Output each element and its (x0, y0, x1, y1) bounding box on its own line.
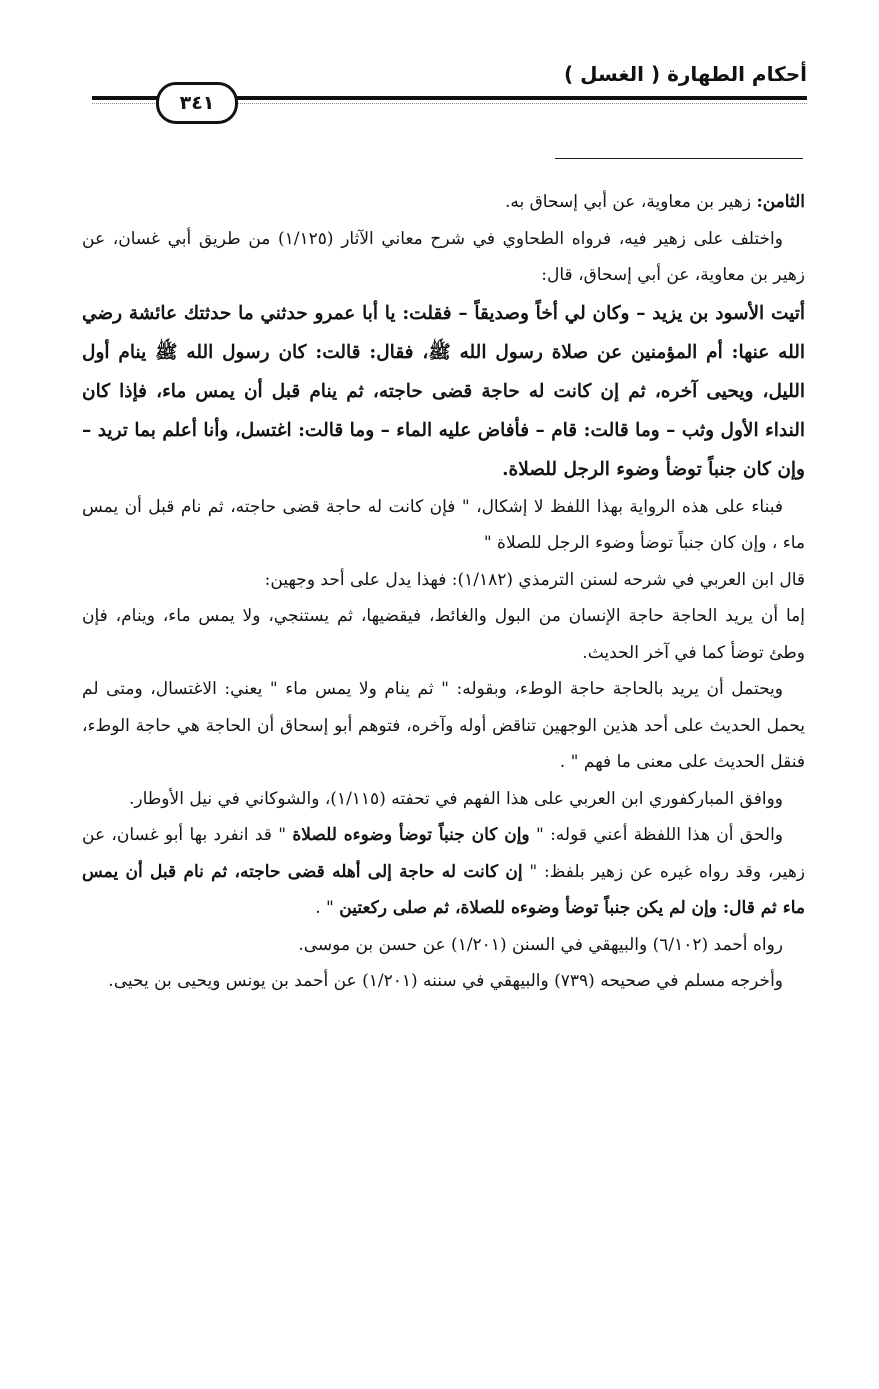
paragraph-narrator-eight (82, 184, 805, 221)
conclusion-part-a: والحق أن هذا اللفظة أعني قوله: " (529, 825, 783, 845)
paragraph-text: زهير بن معاوية، عن أبي إسحاق به. (504, 192, 757, 212)
paragraph-ibn-arabi: قال ابن العربي في شرحه لسنن الترمذي (١/١٨٢): فهذا يدل على أحد وجهين: (264, 569, 805, 590)
footnote-separator (555, 158, 803, 159)
paragraph-mubarakfuri: ووافق المباركفوري ابن العربي على هذا الفهم في تحفته (١/١١٥)، والشوكاني في نيل الأوطار. (128, 788, 783, 809)
conclusion-quote-b: إن كانت له حاجة إلى أهله قضى حاجته، ثم نام قبل أن يمس ماء ثم قال: وإن لم يكن جنباً توضأ وضوءه للصلاة، ثم صلى ركعتين (82, 861, 805, 918)
paragraph-muslim: وأخرجه مسلم في صحيحه (٧٣٩) والبيهقي في سننه (١/٢٠١) عن أحمد بن يونس ويحيى بن يحيى. (108, 971, 783, 991)
paragraph-first-view: إما أن يريد الحاجة حاجة الإنسان من البول والغائط، فيقضيها، ثم يستنجي، ولا يمس ماء، وينام، فإن وطئ توضأ كما في آخر الحديث. (82, 606, 805, 663)
running-header-title: أحكام الطهارة ( الغسل ) (564, 62, 807, 86)
page-body (82, 184, 805, 1000)
conclusion-quote-a: وإن كان جنباً توضأ وضوءه للصلاة (292, 825, 530, 845)
page-number: ٣٤١ (179, 92, 215, 114)
conclusion-part-e: " . (315, 898, 340, 918)
paragraph-second-view: ويحتمل أن يريد بالحاجة حاجة الوطء، وبقوله: " ثم ينام ولا يمس ماء " يعني: الاغتسال، ومتى لم يحمل الحديث على أحد هذين الوجهين تناقض أوله وآخره، فتوهم أبو إسحاق أن الحاجة هي حاجة الوطء، فنقل الحديث على معنى ما فهم " . (82, 679, 805, 772)
hadith-text: أتيت الأسود بن يزيد – وكان لي أخاً وصديقاً – فقلت: يا أبا عمرو حدثني ما حدثتك عائشة رضي الله عنها: أم المؤمنين عن صلاة رسول الله ﷺ، فقال: قالت: كان رسول الله ﷺ ينام أول الليل، ويحيى آخره، ثم إن كانت له حاجة قضى حاجته، ثم ينام قبل أن يمس ماء، فإذا كان النداء الأول وثب – وما قالت: قام – فأفاض عليه الماء – وما قالت: اغتسل، وأنا أعلم بما تريد – وإن كان جنباً توضأ وضوء الرجل للصلاة. (82, 302, 805, 480)
paragraph-conclusion (82, 817, 805, 927)
paragraph-tahawi: واختلف على زهير فيه، فرواه الطحاوي في شرح معاني الآثار (١/١٢٥) من طريق أبي غسان، عن زهير بن معاوية، عن أبي إسحاق، قال: (82, 228, 805, 285)
conclusion-part-c: " قد انفرد بها أبو غسان، عن زهير، وقد رواه غيره عن زهير بلفظ: " (82, 825, 805, 882)
page-number-badge (156, 82, 238, 124)
paragraph-ahmad: رواه أحمد (٦/١٠٢) والبيهقي في السنن (١/٢٠١) عن حسن بن موسى. (298, 934, 783, 955)
paragraph-interpretation: فبناء على هذه الرواية بهذا اللفظ لا إشكال، " فإن كانت له حاجة قضى حاجته، ثم نام قبل أن يمس ماء ، وإن كان جنباً توضأ وضوء الرجل للصلاة " (82, 496, 805, 553)
paragraph-label: الثامن: (756, 192, 805, 212)
